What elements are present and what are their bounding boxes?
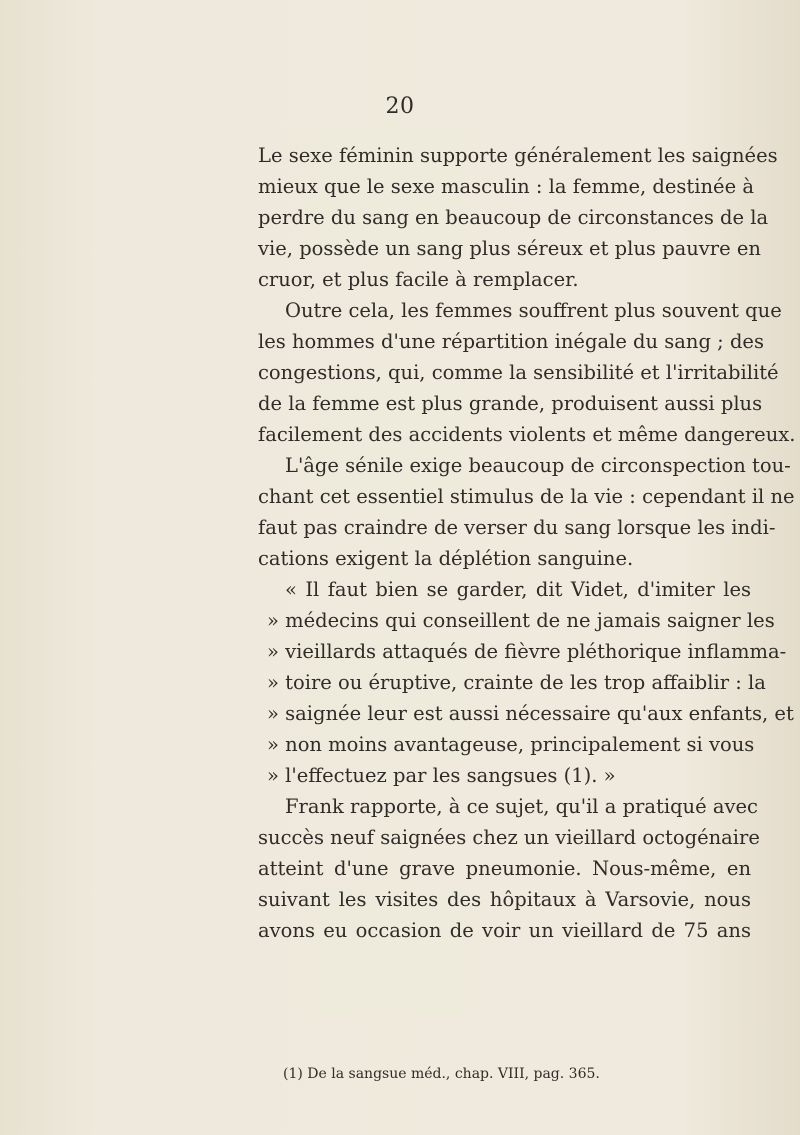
text-line: chant cet essentiel stimulus de la vie : cependant il ne <box>258 485 795 508</box>
text-line: de la femme est plus grande, produisent aussi plus <box>258 392 763 415</box>
text-line: mieux que le sexe masculin : la femme, destinée à <box>258 175 754 198</box>
text-line: les hommes d'une répartition inégale du sang ; des <box>258 330 764 353</box>
quote-line: « Il faut bien se garder, dit Videt, d'imiter les <box>285 578 751 601</box>
text-line: congestions, qui, comme la sensibilité et l'irritabilité <box>258 361 779 384</box>
quote-line: » l'effectuez par les sangsues (1). » <box>267 764 616 787</box>
text-line: L'âge sénile exige beaucoup de circonspection tou- <box>285 454 791 477</box>
text-line: avons eu occasion de voir un vieillard de 75 ans <box>258 919 751 942</box>
text-line: Outre cela, les femmes souffrent plus souvent que <box>285 299 782 322</box>
text-line: cruor, et plus facile à remplacer. <box>258 268 579 291</box>
text-line: perdre du sang en beaucoup de circonstances de la <box>258 206 769 229</box>
quote-line: » médecins qui conseillent de ne jamais saigner les <box>267 609 775 632</box>
body-text <box>258 140 796 946</box>
text-line: vie, possède un sang plus séreux et plus pauvre en <box>258 237 761 260</box>
text-line: cations exigent la déplétion sanguine. <box>258 547 634 570</box>
text-line: facilement des accidents violents et même dangereux. <box>258 423 796 446</box>
text-line: atteint d'une grave pneumonie. Nous-même, en <box>258 857 751 880</box>
footnote: (1) De la sangsue méd., chap. VIII, pag. 365. <box>283 1066 600 1082</box>
text-line: Le sexe féminin supporte généralement les saignées <box>258 144 778 167</box>
quote-line: » vieillards attaqués de fièvre pléthorique inflamma- <box>267 640 787 663</box>
text-line: Frank rapporte, à ce sujet, qu'il a pratiqué avec <box>285 795 758 818</box>
text-line: suivant les visites des hôpitaux à Varsovie, nous <box>258 888 751 911</box>
text-line: succès neuf saignées chez un vieillard octogénaire <box>258 826 760 849</box>
text-line: faut pas craindre de verser du sang lorsque les indi- <box>258 516 776 539</box>
quote-line: » saignée leur est aussi nécessaire qu'aux enfants, et <box>267 702 794 725</box>
quote-line: » toire ou éruptive, crainte de les trop affaiblir : la <box>267 671 766 694</box>
page-number: 20 <box>385 94 415 119</box>
quote-line: » non moins avantageuse, principalement si vous <box>267 733 755 756</box>
